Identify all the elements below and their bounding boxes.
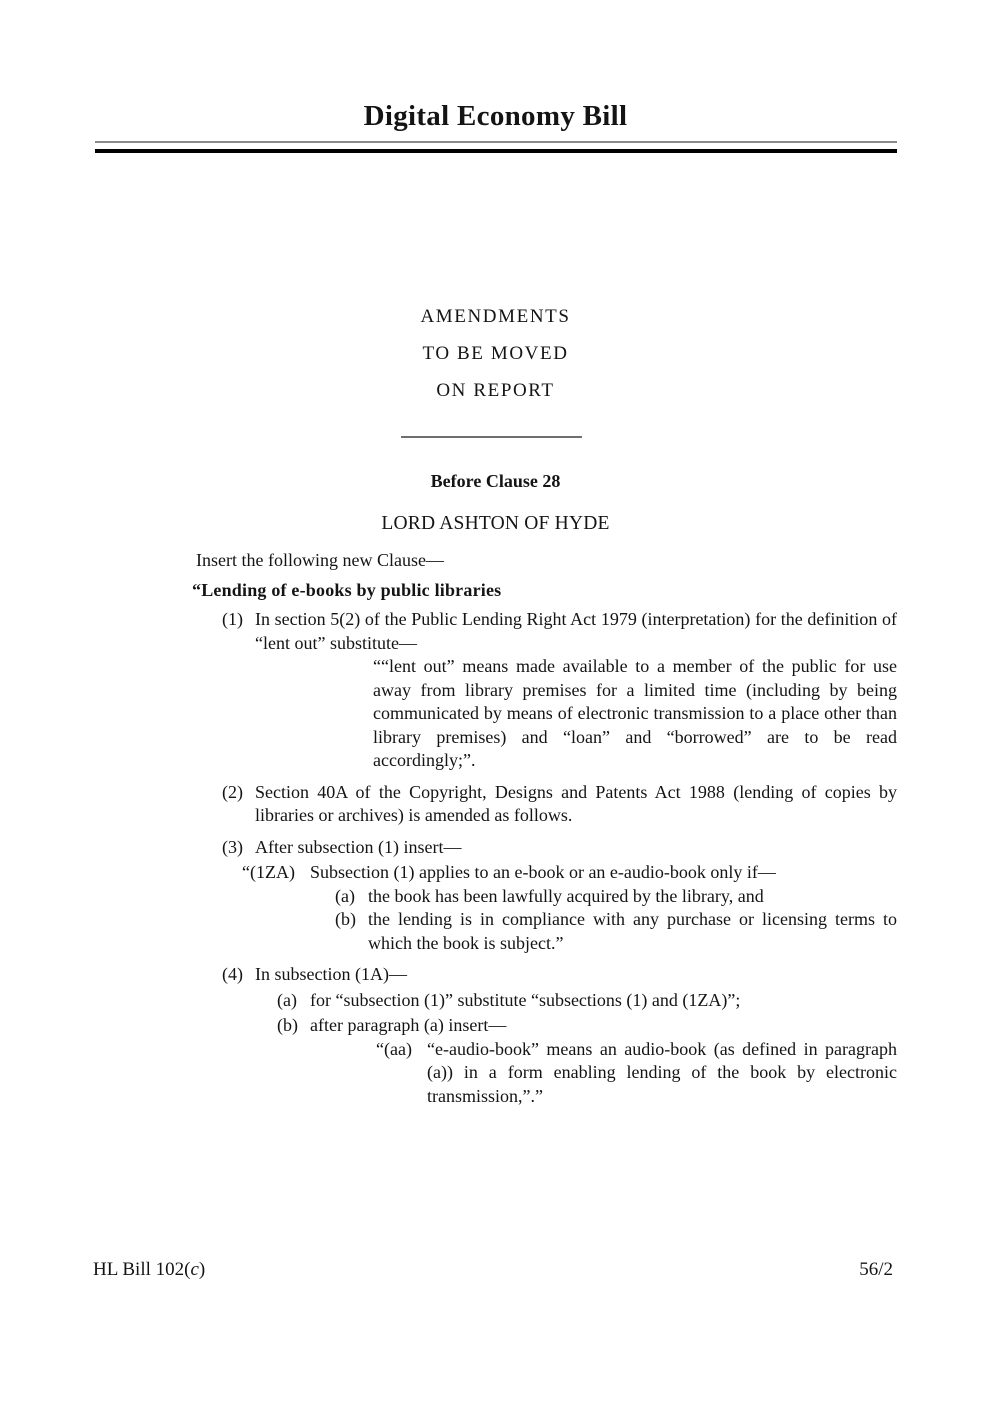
provision-2 — [222, 781, 897, 828]
subsection-1za-paragraph-b — [335, 908, 897, 955]
provision-4-paragraph-b-label: (b) — [277, 1015, 298, 1035]
session-heading — [0, 298, 991, 409]
provision-4-number: (4) — [222, 964, 243, 984]
provision-1-text: In section 5(2) of the Public Lending Right Act 1979 (interpretation) for the definition of “lent out” substitute— — [255, 609, 897, 653]
before-clause-heading: Before Clause 28 — [430, 471, 561, 491]
provision-4-paragraph-a-label: (a) — [277, 989, 297, 1010]
provision-2-number: (2) — [222, 781, 243, 802]
footer-page-ref: 56/2 — [859, 1259, 893, 1280]
provision-4-paragraph-b-text: after paragraph (a) insert— — [310, 1015, 507, 1035]
subsection-1za-paragraph-a-label: (a) — [335, 885, 355, 906]
inserted-definition-aa-text: “e-audio-book” means an audio-book (as defined in paragraph (a)) in a form enabling lending of the book by electronic transmission,”.” — [427, 1038, 897, 1106]
section-divider — [401, 436, 582, 438]
new-clause-title: “Lending of e-books by public libraries — [192, 579, 502, 600]
subsection-1za-paragraph-b-text: the lending is in compliance with any purchase or licensing terms to which the book is subject.” — [368, 909, 897, 953]
provision-2-text: Section 40A of the Copyright, Designs and Patents Act 1988 (lending of copies by libraries or archives) is amended as follows. — [255, 781, 897, 825]
heading-amendments: AMENDMENTS — [420, 306, 571, 327]
provision-4-paragraph-a — [277, 989, 897, 1013]
footer-bill-italic: c — [190, 1259, 199, 1280]
inserted-subsection-1za — [242, 861, 897, 885]
provision-3 — [222, 836, 897, 860]
provision-4-paragraph-a-text: for “subsection (1)” substitute “subsections (1) and (1ZA)”; — [310, 989, 741, 1010]
heading-to-be-moved: TO BE MOVED — [422, 343, 569, 364]
instruction-text: Insert the following new Clause— — [196, 550, 444, 570]
subsection-1za-paragraph-b-label: (b) — [335, 909, 356, 929]
inserted-definition-aa-label: “(aa) — [376, 1038, 412, 1059]
mover-name: LORD ASHTON OF HYDE — [381, 513, 610, 534]
inserted-subsection-1za-label: “(1ZA) — [242, 862, 295, 882]
page-title: Digital Economy Bill — [363, 100, 628, 132]
clause-body — [192, 545, 897, 1108]
title-rule-thin — [95, 141, 897, 143]
provision-3-number: (3) — [222, 836, 243, 857]
provision-1-quoted-definition: ““lent out” means made available to a member of the public for use away from library premises for a limited time (including by being communicated by means of electronic transmission to a place other than library premises) and “loan” and “borrowed” are to be read accordingly;”. — [373, 656, 897, 770]
subsection-1za-paragraph-a — [335, 885, 897, 909]
subsection-1za-paragraph-a-text: the book has been lawfully acquired by the library, and — [368, 885, 764, 906]
provision-4-paragraph-b — [277, 1014, 897, 1038]
provision-1-number: (1) — [222, 609, 243, 629]
title-rule-thick — [95, 149, 897, 153]
inserted-definition-aa — [376, 1038, 897, 1109]
heading-on-report: ON REPORT — [436, 380, 555, 401]
footer-bill-number — [93, 1259, 205, 1281]
provision-4 — [222, 963, 897, 987]
footer-bill-prefix: HL Bill 102( — [93, 1259, 191, 1280]
provision-4-text: In subsection (1A)— — [255, 964, 407, 984]
provision-1 — [222, 608, 897, 655]
footer-bill-suffix: ) — [198, 1259, 206, 1280]
inserted-subsection-1za-text: Subsection (1) applies to an e-book or an e-audio-book only if— — [310, 862, 776, 882]
provision-3-text: After subsection (1) insert— — [255, 836, 462, 857]
